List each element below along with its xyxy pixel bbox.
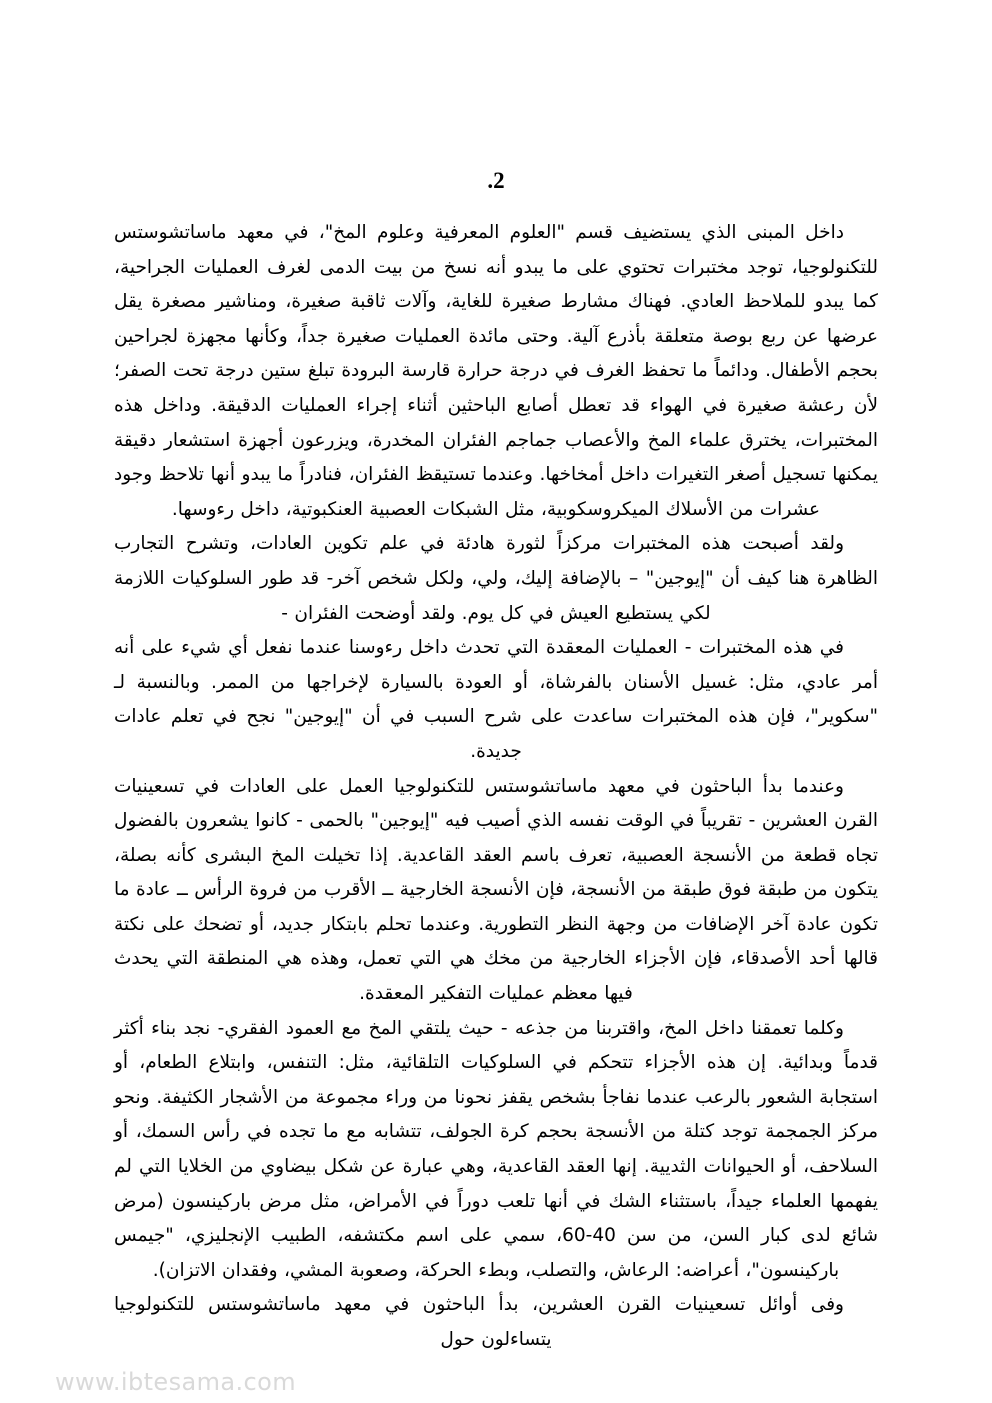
paragraph: وفى أوائل تسعينيات القرن العشرين، بدأ الباحثون في معهد ماساتشوستس للتكنولوجيا يتساءلون حول <box>114 1294 844 1350</box>
site-watermark: www.ibtesama.com <box>55 1368 296 1396</box>
paragraph: في هذه المختبرات - العمليات المعقدة التي تحدث داخل رءوسنا عندما نفعل أي شيء على أنه أمر عادي، مثل: غسيل الأسنان بالفرشاة، أو العودة بالسيارة لإخراجها من الممر. وبالنسبة لـ "سكوير"، فإن هذه المختبرات ساعدت على شرح السبب في أن "إيوجين" نجح في تعلم عادات جديدة. <box>114 637 878 762</box>
paragraph: وعندما بدأ الباحثون في معهد ماساتشوستس للتكنولوجيا العمل على العادات في تسعينيات القرن العشرين - تقريباً في الوقت نفسه الذي أصيب فيه "إيوجين" بالحمى - كانوا يشعرون بالفضول تجاه قطعة من الأنسجة العصبية، تعرف باسم العقد القاعدية. إذا تخيلت المخ البشرى كأنه بصلة، يتكون من طبقة فوق طبقة من الأنسجة، فإن الأنسجة الخارجية ــ الأقرب من فروة الرأس ــ عادة ما تكون عادة آخر الإضافات من وجهة النظر التطورية. وعندما تحلم بابتكار جديد، أو تضحك على نكتة قالها أحد الأصدقاء، فإن الأجزاء الخارجية من مخك هي التي تعمل، وهذه هي المنطقة التي يحدث فيها معظم عمليات التفكير المعقدة. <box>114 775 878 1005</box>
paragraph: داخل المبنى الذي يستضيف قسم "العلوم المعرفية وعلوم المخ"، في معهد ماساتشوستس للتكنولوجيا، توجد مختبرات تحتوي على ما يبدو أنه نسخ من بيت الدمى لغرف العمليات الجراحية، كما يبدو للملاحظ العادي. فهناك مشارط صغيرة للغاية، وآلات ثاقبة صغيرة، ومناشير مصغرة يقل عرضها عن ربع بوصة متعلقة بأذرع آلية. وحتى مائدة العمليات صغيرة جداً، وكأنها مجهزة لجراحين بحجم الأطفال. ودائماً ما تحفظ الغرف في درجة حرارة قارسة البرودة تبلغ ستين درجة تحت الصفر؛ لأن رعشة صغيرة في الهواء قد تعطل أصابع الباحثين أثناء إجراء العمليات الدقيقة. وداخل هذه المختبرات، يخترق علماء المخ والأعصاب جماجم الفئران المخدرة، ويزرعون أجهزة استشعار دقيقة يمكنها تسجيل أصغر التغيرات داخل أمخاخها. وعندما تستيقظ الفئران، فنادراً ما يبدو أنها تلاحظ وجود عشرات من الأسلاك الميكروسكوبية، مثل الشبكات العصبية العنكبوتية، داخل رءوسها. <box>114 222 878 520</box>
page-number: .2 <box>487 168 505 193</box>
paragraph: وكلما تعمقنا داخل المخ، واقتربنا من جذعه - حيث يلتقي المخ مع العمود الفقري- نجد بناء أكثر قدماً وبدائية. إن هذه الأجزاء تتحكم في السلوكيات التلقائية، مثل: التنفس، وابتلاع الطعام، أو استجابة الشعور بالرعب عندما نفاجأ بشخص يقفز نحونا من وراء مجموعة من الأشجار الكثيفة. ونحو مركز الجمجمة توجد كتلة من الأنسجة بحجم كرة الجولف، تتشابه مع ما تجده في رأس السمك، أو السلاحف، أو الحيوانات الثديية. إنها العقد القاعدية، وهي عبارة عن شكل بيضاوي من الخلايا التي لم يفهمها العلماء جيداً، باستثناء الشك في أنها تلعب دوراً في الأمراض، مثل مرض باركينسون (مرض شائع لدى كبار السن، من سن 40-60، سمي على اسم مكتشفه، الطبيب الإنجليزي، "جيمس باركينسون"، أعراضه: الرعاش، والتصلب، وبطء الحركة، وصعوبة المشي، وفقدان الاتزان). <box>114 1017 878 1281</box>
document-body <box>114 216 878 1358</box>
paragraph: ولقد أصبحت هذه المختبرات مركزاً لثورة هادئة في علم تكوين العادات، وتشرح التجارب الظاهرة هنا كيف أن "إيوجين" – بالإضافة إليك، ولي، ولكل شخص آخر- قد طور السلوكيات اللازمة لكي يستطيع العيش في كل يوم. ولقد أوضحت الفئران - <box>114 533 878 624</box>
